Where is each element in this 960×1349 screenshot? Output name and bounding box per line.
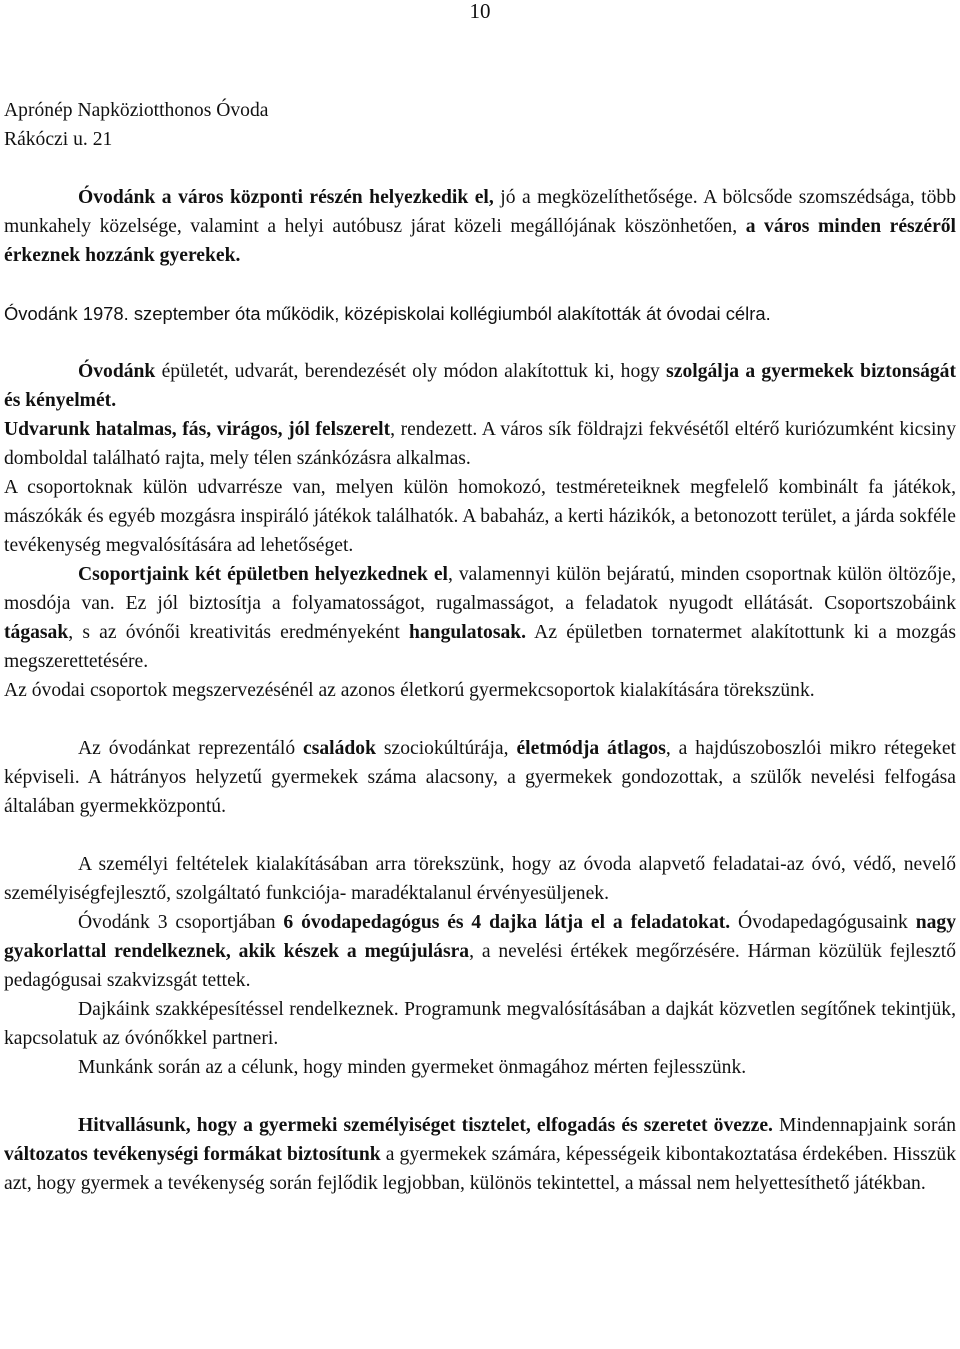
text-run: Munkánk során az a célunk, hogy minden gyermeket önmagához mérten fejlesszünk. [78,1057,747,1078]
bold-text-run: életmódja átlagos [516,738,666,759]
text-run: , rendezett. A város sík földrajzi fekvésétől eltérő kuriózumként kicsiny domboldal található rajta, mely télen szánkózásra alkalmas. [4,419,956,469]
paragraph [4,734,956,821]
bold-text-run: Udvarunk hatalmas, fás, virágos, jól felszerelt [4,419,391,440]
text-run: Az óvodai csoportok megszervezésénél az azonos életkorú gyermekcsoportok kialakítására törekszünk. [4,680,815,701]
bold-text-run: hangulatosak. [409,622,527,643]
header-line-2: Rákóczi u. 21 [4,129,113,150]
bold-text-run: a város minden részéről érkeznek hozzánk gyerekek. [4,216,957,266]
spacer [4,270,956,299]
spacer [4,821,956,850]
text-run: Mindennapjaink során [772,1115,956,1136]
bold-text-run: Hitvallásunk, hogy a gyermeki személyiséget tisztelet, elfogadás és szeretet övezze. [78,1115,773,1136]
text-run: , s az óvónői kreativitás eredményeként [68,622,409,643]
page-number: 10 [469,0,491,23]
spacer [4,1082,956,1111]
paragraph [4,473,956,560]
spacer [4,328,956,357]
paragraph [4,357,956,415]
text-run: Óvodánk 1978. szeptember óta működik, középiskolai kollégiumból alakították át óvodai célra. [4,303,771,324]
text-run: Az óvodánkat reprezentáló [78,738,304,759]
document-body [4,96,956,1198]
text-run: , a hajdúszoboszlói mikro rétegeket képviseli. A hátrányos helyzetű gyermekek száma alacsony, a gyermekek gondozottak, a szülők nevelési felfogása általában gyermekközpontú. [4,738,956,817]
text-run: jó a megközelíthetősége. A bölcsőde szomszédsága, több munkahely közelsége, valamint a helyi autóbusz járat közeli megállójának köszönhetően, [4,187,956,237]
paragraph [4,183,956,270]
text-run: a gyermekek számára, képességeik kibontakoztatása érdekében. Hisszük azt, hogy gyermek a tevékenység során fejlődik legjobban, különös tekintettel, a mással nem helyettesíthető játékban. [4,1144,957,1194]
text-run: A személyi feltételek kialakításában arra törekszünk, hogy az óvoda alapvető feladatai-az óvó, védő, nevelő személyiségfejlesztő, szolgáltató funkciója- maradéktalanul érvényesüljenek. [4,854,956,904]
paragraph [4,850,956,908]
text-run: , a nevelési értékek megőrzésére. Hárman közülük fejlesztő pedagógusai szakvizsgát tettek. [4,941,956,991]
paragraph [4,299,956,328]
text-run: Az épületben tornatermet alakítottunk ki a mozgás megszerettetésére. [4,622,956,672]
bold-text-run: Óvodánk [78,361,156,382]
text-run: , valamennyi külön bejáratú, minden csoportnak külön öltözője, mosdója van. Ez jól biztosítja a folyamatosságot, rugalmasságot, a feladatok nyugodt ellátását. Csoportszobáink [4,564,956,614]
header-line-1: Aprónép Napköziotthonos Óvoda [4,100,269,121]
spacer [4,154,956,183]
bold-text-run: 6 óvodapedagógus és 4 dajka látja el a feladatokat. [283,912,731,933]
paragraph [4,1111,956,1198]
bold-text-run: Csoportjaink két épületben helyezkednek el [78,564,448,585]
bold-text-run: változatos tevékenységi formákat biztosítunk [4,1144,381,1165]
bold-text-run: családok [303,738,376,759]
text-run: Dajkáink szakképesítéssel rendelkeznek. Programunk megvalósításában a dajkát közvetlen segítőnek tekintjük, kapcsolatuk az óvónőkkel partneri. [4,999,956,1049]
paragraph [4,995,956,1053]
paragraph [4,415,956,473]
paragraph [4,560,956,676]
paragraph [4,676,956,705]
bold-text-run: Óvodánk a város központi részén helyezkedik el, [78,187,494,208]
text-run: Óvodapedagógusaink [730,912,916,933]
bold-text-run: tágasak [4,622,69,643]
text-run: szociokúltúrája, [376,738,517,759]
paragraph [4,1053,956,1082]
spacer [4,705,956,734]
text-run: A csoportoknak külön udvarrésze van, melyen külön homokozó, testméreteiknek megfelelő kombinált fa játékok, mászókák és egyéb mozgásra inspiráló játékok találhatók. A babaház, a kerti házikók, a betonozott terület, a járda sokféle tevékenység megvalósítására ad lehetőséget. [4,477,956,556]
bold-text-run: nagy gyakorlattal rendelkeznek, akik készek a megújulásra [4,912,957,962]
bold-text-run: szolgálja a gyermekek biztonságát és kényelmét. [4,361,956,411]
paragraph [4,908,956,995]
text-run: Óvodánk 3 csoportjában [78,912,284,933]
text-run: épületét, udvarát, berendezését oly módon alakítottuk ki, hogy [155,361,667,382]
